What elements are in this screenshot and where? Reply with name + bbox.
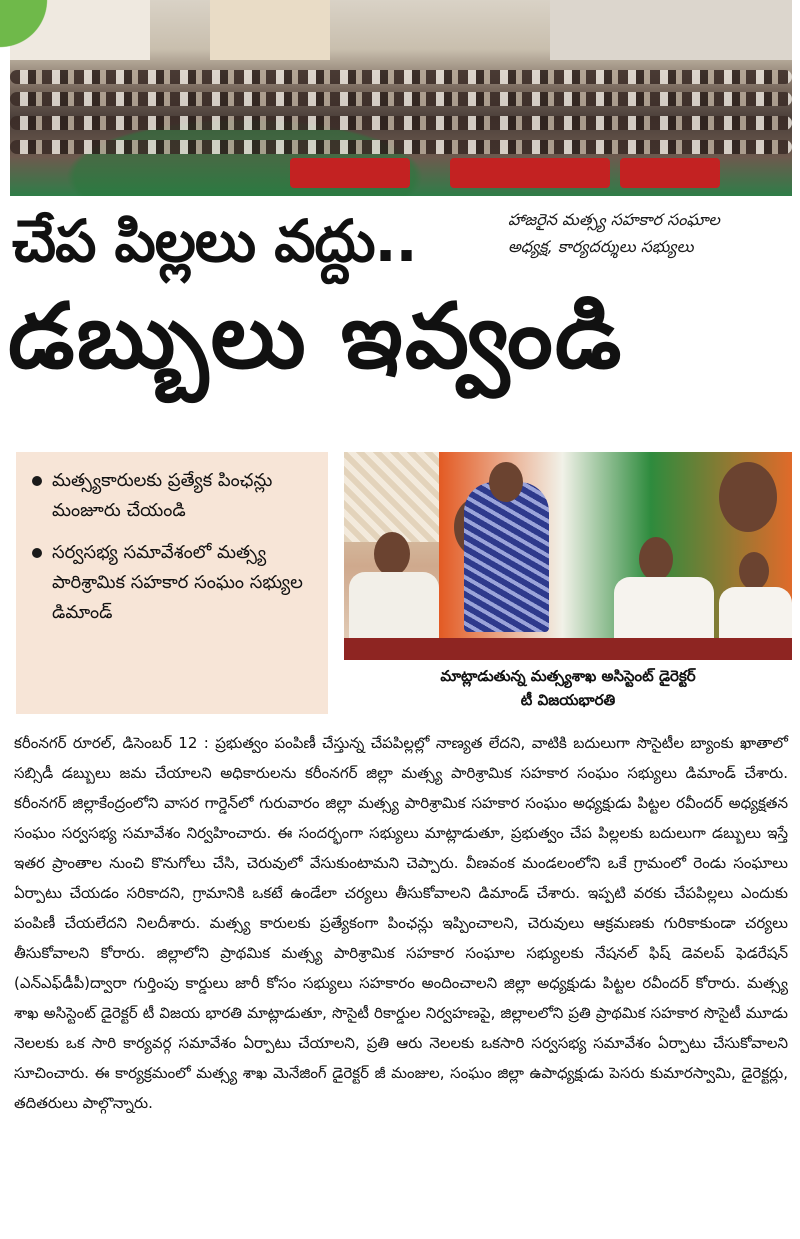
highlight-text: మత్స్యకారులకు ప్రత్యేక పింఛన్లు మంజూరు చేయండి <box>52 470 273 521</box>
photo-pillars <box>210 0 330 60</box>
speaker-face <box>489 462 523 502</box>
highlight-item <box>32 538 316 628</box>
photo-carved-panel <box>344 452 444 542</box>
kicker-line: హాజరైన మత్స్య సహకార సంఘాల <box>508 210 720 229</box>
kicker-line: అధ్యక్ష, కార్యదర్శులు సభ్యులు <box>508 237 694 256</box>
bullet-icon <box>32 476 42 486</box>
highlight-text: సర్వసభ్య సమావేశంలో మత్స్య పారిశ్రామిక సహకార సంఘం సభ్యుల డిమాండ్ <box>52 542 303 623</box>
highlights-box <box>16 452 328 714</box>
person-face <box>639 537 673 581</box>
audience-row <box>10 70 792 84</box>
photo-caption <box>344 664 792 712</box>
headline-line-2: డబ్బులు ఇవ్వండి <box>8 284 624 389</box>
poster-face <box>719 462 777 532</box>
audience-row <box>10 140 792 154</box>
red-chair <box>290 158 410 188</box>
meeting-hall-photo <box>10 0 792 196</box>
person-face <box>739 552 769 590</box>
person-face <box>374 532 410 576</box>
photo-table <box>344 638 792 660</box>
bullet-icon <box>32 548 42 558</box>
photo-back-wall <box>550 0 792 60</box>
speaker-figure <box>464 482 549 632</box>
red-chair <box>450 158 610 188</box>
caption-line: టీ విజయభారతి <box>520 691 616 709</box>
red-chair <box>620 158 720 188</box>
headline-kicker <box>508 206 790 260</box>
highlight-item <box>32 466 316 526</box>
person-shirt <box>349 572 439 642</box>
audience-row <box>10 92 792 106</box>
speaker-photo <box>344 452 792 660</box>
article-body: కరీంనగర్ రూరల్, డిసెంబర్ 12 : ప్రభుత్వం పంపిణీ చేస్తున్న చేపపిల్లల్లో నాణ్యత లేదని, వాటికి బదులుగా సొసైటీల బ్యాంకు ఖాతాలో సబ్సిడీ డబ్బులు జమ చేయాలని అధికారులను కరీంనగర్ జిల్లా మత్స్య పారిశ్రామిక సహకార సంఘం సభ్యులు డిమాండ్ చేశారు. కరీంనగర్ జిల్లాకేంద్రంలోని వాసర గార్డెన్‌లో గురువారం జిల్లా మత్స్య పారిశ్రామిక సహకార సంఘం అధ్యక్షుడు పిట్టల రవీందర్ అధ్యక్షతన సంఘం సర్వసభ్య సమావేశం నిర్వహించారు. ఈ సందర్భంగా సభ్యులు మాట్లాడుతూ, ప్రభుత్వం చేప పిల్లలకు బదులుగా డబ్బులు ఇస్తే ఇతర ప్రాంతాల నుంచి కొనుగోలు చేసి, చెరువులో వేసుకుంటామని చెప్పారు. వీణవంక మండలంలోని ఒకే గ్రామంలో రెండు సంఘాలు ఏర్పాటు చేయడం సరికాదని, గ్రామానికి ఒకటే ఉండేలా చర్యలు తీసుకోవాలని డిమాండ్ చేశారు. ఇప్పటి వరకు చేపపిల్లలు ఎందుకు పంపిణీ చేయలేదని నిలదీశారు. మత్స్య కారులకు ప్రత్యేకంగా పింఛన్లు ఇప్పించాలని, చెరువులు ఆక్రమణకు గురికాకుండా చర్యలు తీసుకోవాలని కోరారు. జిల్లాలోని ప్రాథమిక మత్స్య పారిశ్రామిక సహకార సంఘాల సభ్యులకు నేషనల్ ఫిష్ డెవలప్ ఫెడరేషన్ (ఎన్ఎఫ్‌డీపీ)ద్వారా గుర్తింపు కార్డులు జారీ కోసం సభ్యులు సహకారం అందించాలని జిల్లా అధ్యక్షుడు పిట్టల రవీందర్ కోరారు. మత్స్య శాఖ అసిస్టెంట్ డైరెక్టర్ టీ విజయ భారతి మాట్లాడుతూ, సొసైటీ రికార్డుల నిర్వహణపై, జిల్లాలలోని ప్రతి ప్రాథమిక సహకార సొసైటీ మూడు నెలలకు ఒక సారి కార్యవర్గ సమావేశం ఏర్పాటు చేయాలని, ప్రతి ఆరు నెలలకు ఒకసారి సర్వసభ్య సమావేశం ఏర్పాటు చేసుకోవాలని సూచించారు. ఈ కార్యక్రమంలో మత్స్య శాఖ మెనేజింగ్ డైరెక్టర్ జీ మంజుల, సంఘం జిల్లా ఉపాధ్యక్షుడు పెసరు కుమారస్వామి, డైరెక్టర్లు, తదితరులు పాల్గొన్నారు. <box>14 734 788 1112</box>
caption-line: మాట్లాడుతున్న మత్స్యశాఖ అసిస్టెంట్ డైరెక్టర్ <box>440 667 696 685</box>
audience-row <box>10 116 792 130</box>
person-shirt <box>614 577 714 647</box>
corner-leaf-ornament <box>0 0 60 60</box>
headline-line-1: చేప పిల్లలు వద్దు.. <box>12 207 417 275</box>
